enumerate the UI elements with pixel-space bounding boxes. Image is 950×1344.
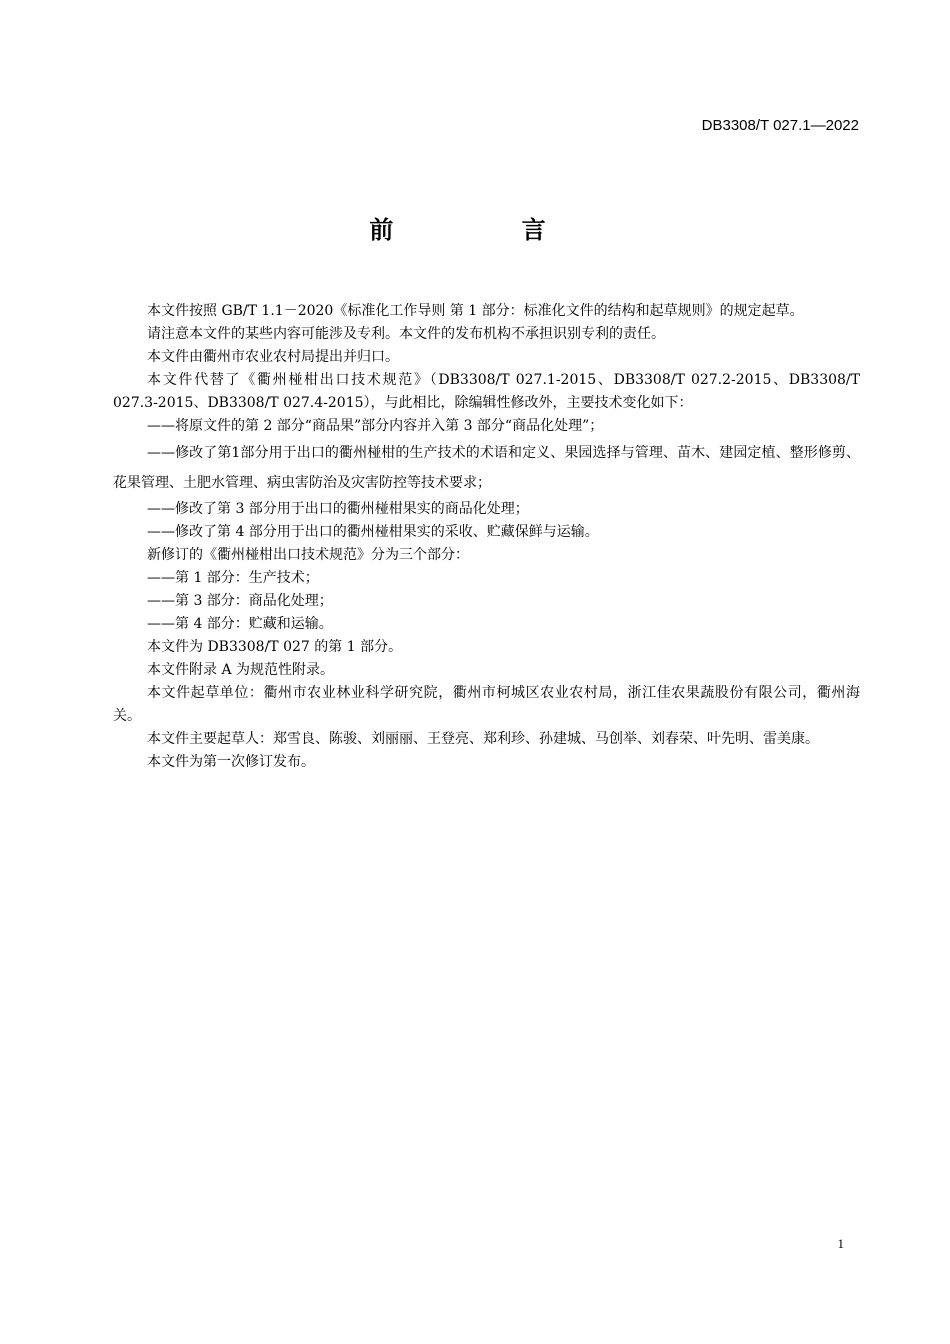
paragraph-parts-intro: 新修订的《衢州椪柑出口技术规范》分为三个部分： [147,547,469,563]
paragraph-appendix: 本文件附录 A 为规范性附录。 [147,662,335,678]
paragraph-revision-note: 本文件为第一次修订发布。 [147,754,315,770]
list-item-change-1: ——将原文件的第 2 部分“商品果”部分内容并入第 3 部分“商品化处理”； [147,418,604,434]
foreword-body [113,300,860,774]
list-item-part-4: ——第 4 部分：贮藏和运输。 [147,616,333,632]
page-title: 前 言 [369,216,606,244]
list-item-part-3: ——第 3 部分：商品化处理； [147,593,333,609]
list-item-change-2: ——修改了第1部分用于出口的衢州椪柑的生产技术的术语和定义、果园选择与管理、苗木、建园定植、整形修剪、花果管理、土肥水管理、病虫害防治及灾害防控等技术要求； [113,445,860,491]
paragraph-drafters: 本文件主要起草人：郑雪良、陈骏、刘丽丽、王登亮、郑利珍、孙建城、马创举、刘春荣、叶先明、雷美康。 [147,731,819,747]
paragraph-replacement: 本文件代替了《衢州椪柑出口技术规范》（DB3308/T 027.1-2015、DB3308/T 027.2-2015、DB3308/T 027.3-2015、DB3308/T 027.4-2015），与此相比，除编辑性修改外，主要技术变化如下： [113,372,860,411]
list-item-change-4: ——修改了第 4 部分用于出口的衢州椪柑果实的采收、贮藏保鲜与运输。 [147,524,599,540]
page-number: 1 [837,1236,844,1251]
list-item-part-1: ——第 1 部分：生产技术； [147,570,319,586]
paragraph-drafting-basis: 本文件按照 GB/T 1.1－2020《标准化工作导则 第 1 部分：标准化文件的结构和起草规则》的规定起草。 [147,303,804,319]
document-code: DB3308/T 027.1—2022 [701,117,859,134]
list-item-change-3: ——修改了第 3 部分用于出口的衢州椪柑果实的商品化处理； [147,501,529,517]
paragraph-part-statement: 本文件为 DB3308/T 027 的第 1 部分。 [147,639,403,655]
paragraph-drafting-units: 本文件起草单位：衢州市农业林业科学研究院，衢州市柯城区农业农村局，浙江佳农果蔬股份有限公司，衢州海关。 [113,685,860,724]
paragraph-patent-notice: 请注意本文件的某些内容可能涉及专利。本文件的发布机构不承担识别专利的责任。 [147,326,665,342]
paragraph-proposer: 本文件由衢州市农业农村局提出并归口。 [147,349,399,365]
